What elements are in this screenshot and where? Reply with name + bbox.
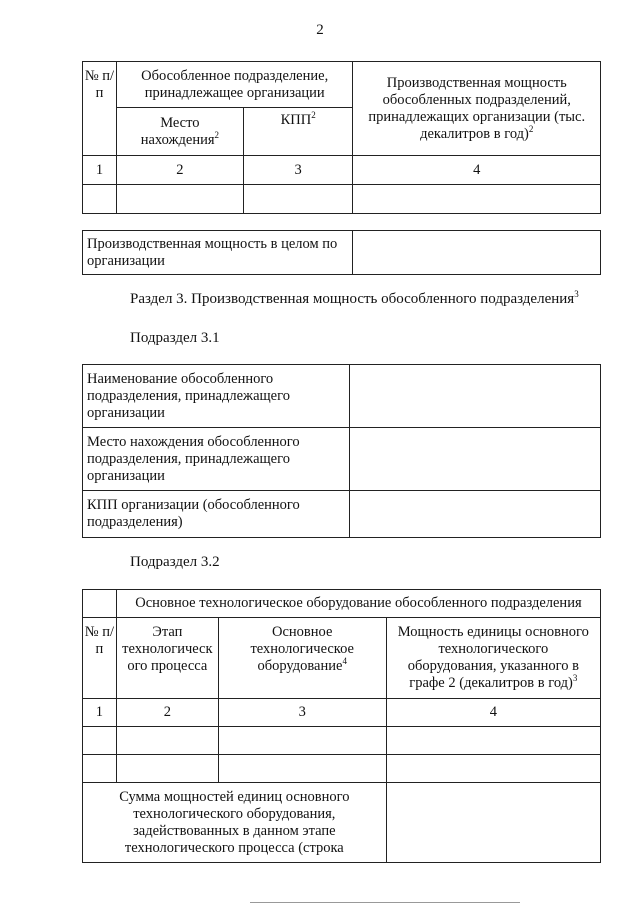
section-3-title: Раздел 3. Производственная мощность обособленного подразделения$^3$: [130, 289, 579, 307]
empty-cell[interactable]: [83, 727, 117, 755]
column-number: 1: [83, 699, 117, 727]
sum-label: Сумма мощностей единиц основного технологического оборудования, задействованных в данном этапе технологического процесса (строка: [83, 783, 387, 863]
empty-cell[interactable]: [116, 185, 243, 214]
equipment-caption: Основное технологическое оборудование обособленного подразделения: [116, 590, 600, 618]
header-stage: Этап технологическ ого процесса: [116, 618, 218, 699]
division-location-value[interactable]: [349, 428, 600, 491]
column-number: 4: [353, 156, 601, 185]
header-kpp: КПП$^2$: [243, 108, 353, 156]
empty-cell[interactable]: [353, 185, 601, 214]
subsection-3-1-title: Подраздел 3.1: [130, 330, 220, 346]
division-location-label: Место нахождения обособленного подразделения, принадлежащего организации: [83, 428, 350, 491]
column-number: 1: [83, 156, 117, 185]
column-number: 2: [116, 156, 243, 185]
column-number: 3: [218, 699, 386, 727]
division-name-value[interactable]: [349, 365, 600, 428]
equipment-table: [82, 589, 601, 863]
empty-cell[interactable]: [116, 755, 218, 783]
header-equipment: Основное технологическое оборудование$^4$: [218, 618, 386, 699]
total-capacity-value[interactable]: [352, 231, 600, 275]
division-name-label: Наименование обособленного подразделения, принадлежащего организации: [83, 365, 350, 428]
column-number: 4: [386, 699, 600, 727]
subsection-3-2-title: Подраздел 3.2: [130, 554, 220, 570]
empty-cell[interactable]: [386, 727, 600, 755]
bottom-scan-edge: [250, 902, 520, 903]
empty-cell[interactable]: [83, 755, 117, 783]
total-capacity-label: Производственная мощность в целом по организации: [83, 231, 353, 275]
sum-value[interactable]: [386, 783, 600, 863]
header-capacity: Производственная мощность обособленных подразделений, принадлежащих организации (тыс. декалитров в год)$^2$: [353, 62, 601, 156]
empty-cell[interactable]: [83, 185, 117, 214]
empty-cell[interactable]: [218, 727, 386, 755]
empty-cell[interactable]: [386, 755, 600, 783]
header-location: Место нахождения$^2$: [116, 108, 243, 156]
division-kpp-value[interactable]: [349, 491, 600, 538]
header-power: Мощность единицы основного технологического оборудования, указанного в графе 2 (декалитров в год)$^3$: [386, 618, 600, 699]
page-number: 2: [316, 22, 324, 38]
header-number: № п/п: [83, 618, 117, 699]
column-number: 3: [243, 156, 353, 185]
column-number: 2: [116, 699, 218, 727]
empty-cell[interactable]: [116, 727, 218, 755]
header-division: Обособленное подразделение, принадлежащее организации: [116, 62, 353, 108]
division-info-table: [82, 364, 601, 538]
empty-corner-cell: [83, 590, 117, 618]
empty-cell[interactable]: [218, 755, 386, 783]
division-kpp-label: КПП организации (обособленного подразделения): [83, 491, 350, 538]
empty-cell[interactable]: [243, 185, 353, 214]
header-number: № п/п: [83, 62, 117, 156]
total-capacity-table: [82, 230, 601, 275]
division-capacity-table: [82, 61, 601, 214]
